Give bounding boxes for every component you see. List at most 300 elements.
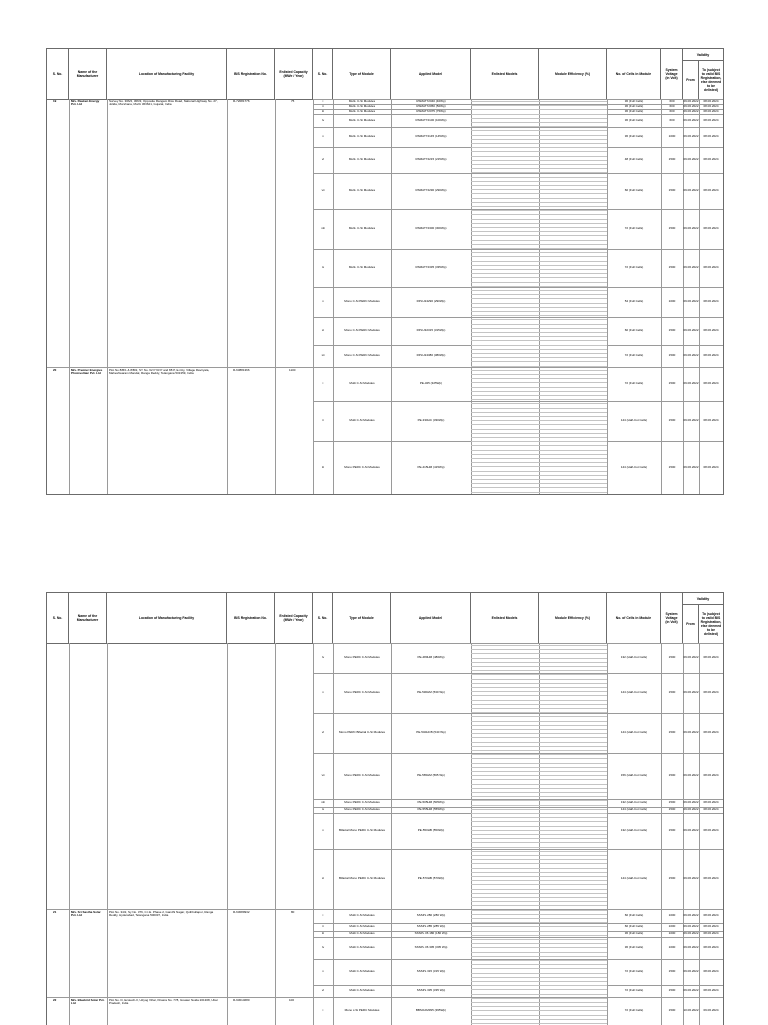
row-type: Multi- C-Si Modules [348,103,376,108]
row-voltage: 1500 [668,418,676,422]
row-to: 08.06.2024 [703,157,719,161]
model-row-divider [471,462,607,463]
col-bis: BIS Registration No. [227,49,275,99]
model-row-divider [471,838,607,839]
row-sno: xi [321,876,325,880]
model-row-divider [471,202,607,203]
col-sno: S. No. [47,49,69,99]
row-voltage: 1500 [668,381,676,385]
row-to: 08.06.2024 [703,969,719,973]
row-applied: PE-555HM (555Wp) [417,807,445,811]
mfr-20-name: M/s. Premier Energies Photovoltaic Pvt. Ltd [71,368,103,376]
model-row-divider [471,441,607,442]
model-row-divider [471,1002,607,1003]
model-row-divider [471,691,607,692]
model-row-divider [471,679,607,680]
row-voltage: 1500 [668,800,676,804]
model-row-divider [471,960,607,961]
model-row-divider [471,420,607,421]
col-manufacturer: Name of the Manufacturer [69,593,107,643]
model-row-divider [471,712,607,713]
row-type: Multi C-Si Modules [349,924,375,928]
row-from: 09.06.2022 [683,924,699,928]
mfr-22-bis: R-93014680 [233,998,250,1002]
row-to: 08.06.2024 [703,924,719,928]
model-row-divider [471,947,607,948]
model-row-divider [471,1010,607,1011]
col-manufacturer: Name of the Manufacturer [69,49,107,99]
col-sno: S. No. [47,593,69,643]
model-row-divider [471,126,607,127]
row-voltage: 1500 [668,353,676,357]
model-row-divider [471,458,607,459]
model-row-divider [471,989,607,990]
row-cells: 144 (Half-Cut Cells) [620,690,648,694]
model-row-divider [471,370,607,371]
row-cells: 144 (Half-Cut Cells) [620,730,648,734]
model-row-divider [471,893,607,894]
row-to: 08.06.2024 [703,988,719,992]
row-sno: iv [321,945,325,949]
model-row-divider [471,391,607,392]
model-row-divider [471,105,607,106]
model-row-divider [471,118,607,119]
row-type: Multi C-Si Modules [349,381,375,385]
model-row-divider [471,956,607,957]
row-to: 08.06.2024 [703,655,719,659]
row-applied: RPLU32315 (315Wp) [416,328,446,332]
row-applied: PE-480HM (480Wp) [417,655,445,659]
row-applied: RPLU24290 (290Wp) [416,299,446,303]
row-from: 09.06.2022 [683,828,699,832]
row-type: Multi- C-Si Modules [348,226,376,230]
row-sno: v [322,969,324,973]
model-row-divider [471,235,607,236]
row-type: Multi C-Si Modules [349,418,375,422]
model-row-divider [471,319,607,320]
row-from: 09.06.2022 [683,108,699,113]
mfr-20-location: Plot No 8/B/1 & 8/B/2, SY No. 62 P 63 P and 88 P, E-City, Village Raviryala, Maheshwaram Mandal, Ranga Reddy, Telangana 501359, India [109,368,210,376]
model-row-divider [471,193,607,194]
row-type: Bifacial Mono PERC C-Si Modules [338,828,386,832]
model-row-divider [471,758,607,759]
row-from: 09.06.2022 [683,157,699,161]
row-voltage: 1000 [668,134,676,138]
row-type: Multi- C-Si Modules [348,117,376,122]
model-row-divider [471,880,607,881]
row-type: Mono c-Si PERC Modules [344,1008,380,1012]
model-row-divider [471,666,607,667]
col-applied: Applied Model [391,49,471,99]
mfr-22-capacity: 100 [289,998,295,1002]
row-type: Multi C-Si Modules [349,988,375,992]
row-from: 09.06.2022 [683,418,699,422]
model-row-divider [471,872,607,873]
row-sno: x [322,828,324,832]
model-row-divider [471,926,607,927]
model-row-divider [471,851,607,852]
model-row-divider [471,695,607,696]
row-applied: SSSPL 315 (315 Wp) [416,969,446,973]
row-applied: SSSPL 36 305 (305 Wp) [414,945,448,949]
mfr-19-capacity: 75 [291,99,295,103]
model-row-divider [471,248,607,249]
model-row-divider [471,172,607,173]
row-to: 08.06.2024 [703,945,719,949]
row-type: Mono PERC C-Si Modules [344,655,380,659]
row-to: 08.06.2024 [703,690,719,694]
row-sno: xii [321,353,325,357]
row-voltage: 1500 [668,655,676,659]
row-applied: BBSOAM395 (395Wp) [415,1008,447,1012]
model-row-divider [471,767,607,768]
model-row-divider [471,998,607,999]
model-row-divider [471,307,607,308]
model-row-divider [471,687,607,688]
row-applied: PE-540HCB (540 Wp) [416,730,446,734]
mfr-21-sno: 21 [53,910,57,914]
model-row-divider [471,863,607,864]
row-voltage: 1500 [668,876,676,880]
model-row-divider [471,135,607,136]
model-row-divider [471,273,607,274]
model-row-divider [471,445,607,446]
row-cells: 36 (Full Cells) [624,134,644,138]
model-row-divider [471,674,607,675]
model-row-divider [471,918,607,919]
row-type: Mono PERC C-Si Modules [344,807,380,811]
model-row-divider [471,492,607,493]
model-row-divider [471,294,607,295]
model-row-divider [471,737,607,738]
model-row-divider [471,792,607,793]
row-to: 08.06.2024 [703,931,719,935]
model-row-divider [471,952,607,953]
row-from: 09.06.2022 [683,807,699,811]
model-row-divider [471,311,607,312]
row-voltage: 1000 [668,913,676,917]
row-applied: SSSPL 36 180 (180 Wp) [414,931,448,935]
model-row-divider [471,721,607,722]
row-cells: 72 (Full Cells) [624,969,644,973]
mfr-21-name: M/s. Sri Sastha Solar Pvt. Ltd [71,910,101,918]
model-row-divider [471,315,607,316]
model-row-divider [471,977,607,978]
row-cells: 144 (Half-Cut Cells) [620,807,648,811]
row-applied: RPLU24380 (380Wp) [416,353,446,357]
model-row-divider [471,231,607,232]
row-voltage: 1500 [668,188,676,192]
row-from: 09.06.2022 [683,988,699,992]
row-type: Mono C-Si PERC Modules [344,353,380,357]
model-row-divider [471,716,607,717]
row-cells: 54 (Full Cells) [624,299,644,303]
row-voltage: 1500 [668,464,676,469]
col-sno2: S. No. [313,593,333,643]
row-voltage: 600 [669,108,675,113]
row-voltage: 1500 [668,226,676,230]
col-to: To (subject to valid BIS Registration, else deemed to be delisted) [700,611,722,637]
model-row-divider [471,399,607,400]
row-from: 09.06.2022 [683,800,699,804]
model-row-divider [471,219,607,220]
mfr-21-capacity: 80 [291,910,295,914]
model-row-divider [471,466,607,467]
row-from: 09.06.2022 [683,98,699,103]
col-location: Location of Manufacturing Facility [107,49,227,99]
model-row-divider [471,349,607,350]
col-validity: Validity [683,593,723,605]
row-from: 09.06.2022 [683,103,699,108]
model-row-divider [471,336,607,337]
model-row-divider [471,884,607,885]
row-sno: ii [322,103,324,108]
model-row-divider [471,943,607,944]
model-row-divider [471,653,607,654]
row-voltage: 1500 [668,265,676,269]
row-type: Multi- C-Si Modules [348,98,376,103]
model-row-divider [471,437,607,438]
model-row-divider [471,784,607,785]
col-location: Location of Manufacturing Facility [107,593,227,643]
row-from: 09.06.2022 [683,464,699,469]
row-cells: 36 (Full Cells) [624,108,644,113]
row-applied: RSMAT72040 (40Wp) [416,98,446,103]
row-cells: 132 (Half-Cut Cells) [620,828,648,832]
row-sno: viii [321,800,325,804]
model-row-divider [471,1006,607,1007]
row-cells: 144 (Half-Cut Cells) [620,876,648,880]
model-row-divider [471,914,607,915]
row-from: 09.06.2022 [683,353,699,357]
col-efficiency: Module Efficiency (%) [539,593,607,643]
row-sno: iv [321,655,325,659]
row-voltage: 1500 [668,988,676,992]
mfr-22-name: M/s. Bluebird Solar Pvt. Ltd [71,998,105,1006]
row-cells: 60 (Full Cells) [624,188,644,192]
row-voltage: 1000 [668,931,676,935]
col-type: Type of Module [333,593,391,643]
row-to: 08.06.2024 [703,807,719,811]
row-voltage: 1000 [668,299,676,303]
mfr-21-bis: R-63089932 [233,910,250,914]
model-row-divider [471,450,607,451]
row-type: Multi C-Si Modules [349,969,375,973]
model-row-divider [471,374,607,375]
row-voltage: 1500 [668,1008,676,1012]
row-voltage: 1500 [668,690,676,694]
model-row-divider [471,412,607,413]
col-validity: Validity [683,49,723,61]
row-type: Multi- C-Si Modules [348,108,376,113]
row-from: 09.06.2022 [683,265,699,269]
col-from: From [683,605,699,643]
row-from: 09.06.2022 [683,876,699,880]
model-row-divider [471,357,607,358]
model-row-divider [471,964,607,965]
model-row-divider [471,973,607,974]
row-sno: iii [322,108,324,113]
mfr-20-capacity: 1100 [289,368,296,372]
mfr-19-name: M/s. Rasken Energy Pvt. Ltd [71,99,100,107]
row-sno: i [322,98,324,103]
model-row-divider [471,809,607,810]
document-page-1 [0,0,768,512]
model-row-divider [471,433,607,434]
model-row-divider [471,708,607,709]
model-row-divider [471,859,607,860]
row-type: Multi C-Si Modules [349,931,375,935]
row-sno: xi [321,328,325,332]
row-cells: 60 (Full Cells) [624,913,644,917]
row-applied: RSMAT72290 (290Wp) [415,188,447,192]
row-sno: i [322,1008,324,1012]
row-applied: PE-505HM (505Wp) [417,800,445,804]
model-row-divider [471,876,607,877]
row-voltage: 1000 [668,945,676,949]
model-row-divider [471,109,607,110]
row-voltage: 1000 [668,924,676,928]
model-row-divider [471,261,607,262]
model-row-divider [471,649,607,650]
row-to: 08.06.2024 [703,353,719,357]
row-voltage: 1500 [668,730,676,734]
model-row-divider [471,395,607,396]
col-enlisted: Enlisted Models [471,593,539,643]
col-capacity: Enlisted Capacity (MWe / Year) [275,593,313,643]
row-to: 08.06.2024 [703,800,719,804]
model-row-divider [471,796,607,797]
row-cells: 132 (Half-Cut Cells) [620,800,648,804]
model-row-divider [471,114,607,115]
row-applied: PE-550HB (550Wp) [417,828,445,832]
row-type: Mono PERC C-Si Modules [344,464,380,469]
model-row-divider [471,130,607,131]
row-from: 09.06.2022 [683,969,699,973]
row-voltage: 600 [669,98,675,103]
row-sno: v [322,134,324,138]
row-voltage: 1500 [668,969,676,973]
row-to: 08.06.2024 [703,103,719,108]
model-row-divider [471,994,607,995]
row-voltage: 1500 [668,828,676,832]
model-row-divider [471,277,607,278]
model-row-divider [471,1015,607,1016]
model-row-divider [471,725,607,726]
model-row-divider [471,185,607,186]
row-sno: vi [321,730,325,734]
row-to: 08.06.2024 [703,913,719,917]
row-to: 08.06.2024 [703,226,719,230]
row-cells: 156 (Half-Cut Cells) [620,773,648,777]
model-row-divider [471,282,607,283]
row-to: 08.06.2024 [703,117,719,122]
row-from: 09.06.2022 [683,655,699,659]
model-row-divider [471,771,607,772]
col-sno2: S. No. [313,49,333,99]
row-to: 08.06.2024 [703,828,719,832]
row-applied: PE-570HB (570Wp) [417,876,445,880]
model-row-divider [471,800,607,801]
model-row-divider [471,479,607,480]
row-type: Multi- C-Si Modules [348,134,376,138]
row-cells: 36 (Full Cells) [624,945,644,949]
row-to: 08.06.2024 [703,876,719,880]
row-sno: viii [321,226,325,230]
model-row-divider [471,101,607,102]
row-to: 08.06.2024 [703,299,719,303]
model-row-divider [471,889,607,890]
row-to: 08.06.2024 [703,381,719,385]
col-voltage: System Voltage (in Volt) [661,593,683,643]
row-type: Mono PERC C-Si Modules [344,690,380,694]
row-from: 09.06.2022 [683,773,699,777]
model-row-divider [471,813,607,814]
row-cells: 72 (Full Cells) [624,381,644,385]
row-voltage: 1500 [668,157,676,161]
model-row-divider [471,670,607,671]
model-row-divider [471,483,607,484]
model-row-divider [471,805,607,806]
row-type: Multi- C-Si Modules [348,157,376,161]
row-type: Multi- C-Si Modules [348,188,376,192]
model-row-divider [471,662,607,663]
model-row-divider [471,821,607,822]
row-voltage: 600 [669,117,675,122]
row-from: 09.06.2022 [683,931,699,935]
row-to: 08.06.2024 [703,328,719,332]
row-applied: PE-330HC (330Wp) [417,418,445,422]
row-type: Mono C-Si PERC Modules [344,299,380,303]
model-row-divider [471,834,607,835]
row-sno: vi [321,157,325,161]
row-from: 09.06.2022 [683,226,699,230]
row-sno: vii [321,188,325,192]
row-applied: RSMAT72300 (300Wp) [415,226,447,230]
table-header-2 [47,593,723,644]
model-row-divider [471,324,607,325]
row-sno: vii [321,773,325,777]
row-from: 09.06.2022 [683,381,699,385]
row-sno: iv [321,117,325,122]
row-to: 08.06.2024 [703,98,719,103]
row-cells: 36 (Full Cells) [624,117,644,122]
model-row-divider [471,645,607,646]
model-row-divider [471,252,607,253]
model-row-divider [471,931,607,932]
row-applied: SSSPL 285 (285 Wp) [416,924,446,928]
model-row-divider [471,1019,607,1020]
row-type: Mono PERC Bifacial C-Si Modules [338,730,386,734]
model-row-divider [471,847,607,848]
model-row-divider [471,935,607,936]
row-from: 09.06.2022 [683,945,699,949]
model-row-divider [471,206,607,207]
model-row-divider [471,151,607,152]
model-row-divider [471,298,607,299]
row-type: Mono PERC C-Si Modules [344,800,380,804]
row-type: Multi- C-Si Modules [348,265,376,269]
mfr-22-sno: 22 [53,998,57,1002]
row-from: 09.06.2022 [683,328,699,332]
row-cells: 60 (Full Cells) [624,924,644,928]
row-sno: ii [322,924,324,928]
model-row-divider [471,181,607,182]
model-row-divider [471,366,607,367]
model-row-divider [471,198,607,199]
mfr-22-location: Plot No. D, Ecotech-II, Udyog Vihar, Khasra No. 778, Greater Noida 201308, Uttar Pradesh, India [109,998,218,1006]
col-applied: Applied Model [391,593,471,643]
